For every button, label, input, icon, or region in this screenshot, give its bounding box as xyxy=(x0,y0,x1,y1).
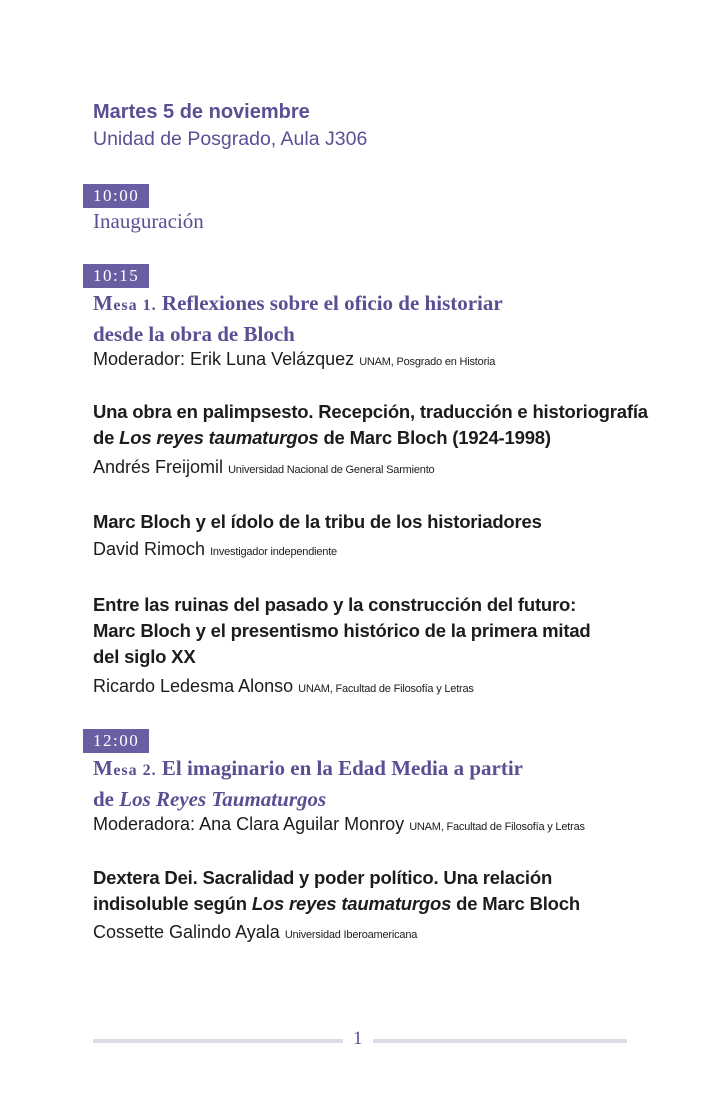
talk-1-3-author-line xyxy=(93,676,474,697)
session-1-moderator xyxy=(93,349,495,370)
talk-1-1-title xyxy=(93,399,648,451)
talk-1-3-author: Ricardo Ledesma Alonso xyxy=(93,676,294,696)
talk-1-1-author: Andrés Freijomil xyxy=(93,457,224,477)
talk-1-3-title-line1: Entre las ruinas del pasado y la construcción del futuro: xyxy=(93,594,577,615)
session-1-moderator-name: Moderador: Erik Luna Velázquez xyxy=(93,349,355,369)
talk-1-2-affiliation: Investigador independiente xyxy=(210,546,337,558)
session-1-mesa-rest: esa 1. xyxy=(113,297,157,314)
session-2-title-pre: de xyxy=(93,787,120,811)
talk-2-1-title-line1: Dextera Dei. Sacralidad y poder político. Una relación xyxy=(93,867,553,888)
talk-1-1-title-post: de Marc Bloch (1924-1998) xyxy=(318,427,551,448)
session-2-moderator-name: Moderadora: Ana Clara Aguilar Monroy xyxy=(93,814,405,834)
talk-2-1-title-post: de Marc Bloch xyxy=(451,893,580,914)
talk-2-1-title-italic: Los reyes taumaturgos xyxy=(251,893,452,914)
session-1-moderator-affiliation: UNAM, Posgrado en Historia xyxy=(359,356,496,368)
session-2-title-line1: El imaginario en la Edad Media a partir xyxy=(161,756,523,780)
session-2-moderator xyxy=(93,814,585,835)
talk-2-1-title xyxy=(93,865,580,917)
session-1-mesa-initial: M xyxy=(93,291,114,315)
session-2-mesa-rest: esa 2. xyxy=(113,762,157,779)
talk-1-2-title xyxy=(93,509,542,535)
session-2-title xyxy=(93,754,523,813)
talk-2-1-author-line xyxy=(93,922,417,943)
opening-label: Inauguración xyxy=(93,209,204,233)
talk-2-1-title-pre: indisoluble según xyxy=(93,893,252,914)
day-title: Martes 5 de noviembre xyxy=(93,101,310,123)
talk-1-3-title-line3: del siglo XX xyxy=(93,646,196,667)
session-2-title-italic: Los Reyes Taumaturgos xyxy=(119,787,327,811)
footer-rule-right xyxy=(373,1039,627,1043)
footer-rule-left xyxy=(93,1039,343,1043)
talk-2-1-author: Cossette Galindo Ayala xyxy=(93,922,280,942)
talk-1-1-author-line xyxy=(93,457,434,478)
day-place: Unidad de Posgrado, Aula J306 xyxy=(93,128,368,150)
session-1-title xyxy=(93,289,503,348)
page-number: 1 xyxy=(353,1028,363,1049)
talk-1-1-title-pre: de xyxy=(93,427,120,448)
talk-1-2-author: David Rimoch xyxy=(93,539,206,559)
session-1-title-line2: desde la obra de Bloch xyxy=(93,322,295,346)
time-badge-session-1: 10:15 xyxy=(83,264,149,288)
session-1-title-line1: Reflexiones sobre el oficio de historiar xyxy=(161,291,503,315)
talk-1-2-title-line1: Marc Bloch y el ídolo de la tribu de los historiadores xyxy=(93,511,542,532)
talk-1-2-author-line xyxy=(93,539,337,560)
talk-1-1-affiliation: Universidad Nacional de General Sarmiento xyxy=(228,464,435,476)
talk-1-3-affiliation: UNAM, Facultad de Filosofía y Letras xyxy=(298,683,474,695)
talk-1-3-title xyxy=(93,592,591,670)
talk-2-1-affiliation: Universidad Iberoamericana xyxy=(284,929,418,941)
talk-1-1-title-italic: Los reyes taumaturgos xyxy=(119,427,319,448)
session-2-moderator-affiliation: UNAM, Facultad de Filosofía y Letras xyxy=(409,821,585,833)
time-badge-session-2: 12:00 xyxy=(83,729,149,753)
time-badge-opening: 10:00 xyxy=(83,184,149,208)
talk-1-1-title-line1: Una obra en palimpsesto. Recepción, traducción e historiografía xyxy=(93,401,648,422)
session-2-mesa-initial: M xyxy=(93,756,114,780)
talk-1-3-title-line2: Marc Bloch y el presentismo histórico de la primera mitad xyxy=(93,620,591,641)
